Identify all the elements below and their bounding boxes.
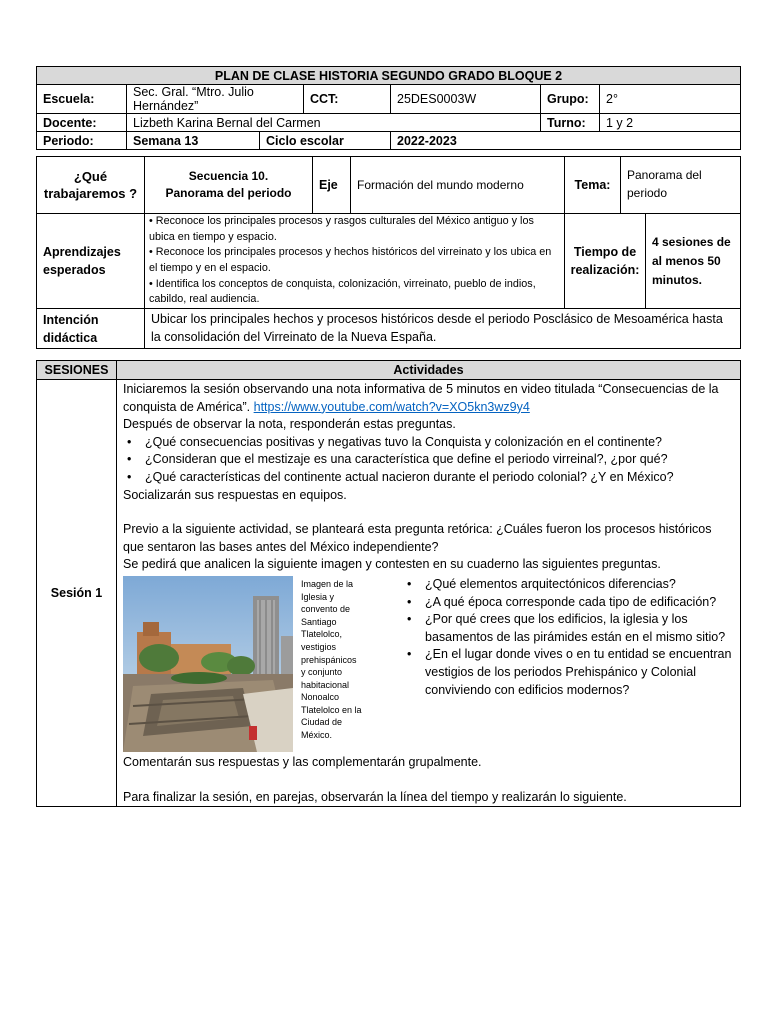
periodo-value: Semana 13 bbox=[127, 132, 260, 150]
pregunta-retorica: Previo a la siguiente actividad, se planteará esta pregunta retórica: ¿Cuáles fueron los procesos históricos que sentaron las bases antes del México independiente? bbox=[123, 522, 712, 554]
aprendizaje-item: • Reconoce los principales procesos y rasgos culturales del México antiguo y los ubica en tiempo y espacio. bbox=[149, 215, 534, 243]
list-item: • ¿Consideran que el mestizaje es una característica que define el periodo virreinal?, ¿por qué? bbox=[145, 451, 734, 469]
intencion-value: Ubicar los principales hechos y procesos históricos desde el periodo Posclásico de Mesoamérica hasta la consolidación del Virreinato de la Nueva España. bbox=[145, 309, 741, 349]
turno-value: 1 y 2 bbox=[600, 114, 741, 132]
aprendizaje-item: • Reconoce los principales procesos y hechos históricos del virreinato y los ubica en el tiempo y en el espacio. bbox=[149, 246, 552, 274]
list-item: • ¿A qué época corresponde cada tipo de edificación? bbox=[425, 594, 734, 612]
image-caption: Imagen de la Iglesia y convento de Santiago Tlatelolco, vestigios prehispánicos y conjunto habitacional Nonoalco Tlatelolco en la Ciudad de México. bbox=[301, 578, 362, 741]
list-item: • ¿Qué características del continente actual nacieron durante el periodo colonial? ¿Y en México? bbox=[145, 469, 734, 487]
col-sesiones: SESIONES bbox=[37, 361, 117, 380]
list-item: • ¿Qué elementos arquitectónicos diferencias? bbox=[425, 576, 734, 594]
turno-label: Turno: bbox=[541, 114, 600, 132]
secuencia-cell bbox=[145, 157, 313, 214]
cct-label: CCT: bbox=[304, 85, 391, 114]
questions-list-1 bbox=[123, 434, 734, 487]
list-item: • ¿Por qué crees que los edificios, la iglesia y los basamentos de las pirámides están en el mismo sitio? bbox=[425, 611, 734, 646]
grupo-label: Grupo: bbox=[541, 85, 600, 114]
sessions-table bbox=[36, 360, 741, 807]
list-item: • ¿En el lugar donde vives o en tu entidad se encuentran vestigios de los periodos Prehispánico y Colonial conviviendo con edificios modernos? bbox=[425, 646, 734, 699]
grupo-value: 2° bbox=[600, 85, 741, 114]
eje-label: Eje bbox=[313, 157, 351, 214]
tlatelolco-photo bbox=[123, 576, 293, 752]
docente-label: Docente: bbox=[37, 114, 127, 132]
session-1-activities bbox=[117, 380, 741, 807]
intencion-label: Intención didáctica bbox=[37, 309, 145, 349]
cct-value: 25DES0003W bbox=[391, 85, 541, 114]
periodo-label: Periodo: bbox=[37, 132, 127, 150]
ciclo-label: Ciclo escolar bbox=[260, 132, 391, 150]
comentaran-text: Comentarán sus respuestas y las complementarán grupalmente. bbox=[123, 754, 482, 769]
image-block bbox=[123, 576, 734, 752]
escuela-label: Escuela: bbox=[37, 85, 127, 114]
session-1-label: Sesión 1 bbox=[37, 380, 117, 807]
list-item: • ¿Qué consecuencias positivas y negativas tuvo la Conquista y colonización en el continente? bbox=[145, 434, 734, 452]
header-table bbox=[36, 66, 741, 150]
eje-value: Formación del mundo moderno bbox=[351, 157, 565, 214]
docente-value: Lizbeth Karina Bernal del Carmen bbox=[127, 114, 541, 132]
secuencia-number: Secuencia 10. bbox=[188, 169, 269, 183]
tiempo-value: 4 sesiones de al menos 50 minutos. bbox=[646, 214, 741, 309]
aprendizajes-list bbox=[145, 214, 565, 309]
intro-paragraph bbox=[123, 381, 734, 416]
analicen-text: Se pedirá que analicen la siguiente imagen y contesten en su cuaderno las siguientes preguntas. bbox=[123, 557, 661, 572]
plan-table bbox=[36, 156, 741, 349]
video-link[interactable]: https://www.youtube.com/watch?v=XO5kn3wz9y4 bbox=[253, 399, 530, 414]
ciclo-value: 2022-2023 bbox=[391, 132, 741, 150]
tiempo-label: Tiempo de realización: bbox=[565, 214, 646, 309]
secuencia-title: Panorama del periodo bbox=[165, 186, 292, 200]
questions-list-2 bbox=[397, 576, 734, 752]
escuela-value: Sec. Gral. “Mtro. Julio Hernández” bbox=[127, 85, 304, 114]
tema-label: Tema: bbox=[565, 157, 621, 214]
finalizar-text: Para finalizar la sesión, en parejas, observarán la línea del tiempo y realizarán lo siguiente. bbox=[123, 789, 627, 804]
socializar-text: Socializarán sus respuestas en equipos. bbox=[123, 487, 347, 502]
intro-text: Iniciaremos la sesión observando una nota informativa de 5 minutos en video titulada “Consecuencias de la conquista de América”. bbox=[123, 382, 719, 414]
aprendizaje-item: • Identifica los conceptos de conquista, colonización, virreinato, pueblo de indios, cabildo, real audiencia. bbox=[149, 277, 536, 306]
col-actividades: Actividades bbox=[117, 361, 741, 380]
document-title: PLAN DE CLASE HISTORIA SEGUNDO GRADO BLOQUE 2 bbox=[37, 67, 741, 85]
tema-value: Panorama del periodo bbox=[621, 157, 741, 214]
que-trabajaremos-label: ¿Qué trabajaremos ? bbox=[37, 157, 145, 214]
aprendizajes-label: Aprendizajes esperados bbox=[37, 214, 145, 309]
after-text: Después de observar la nota, responderán estas preguntas. bbox=[123, 417, 456, 432]
